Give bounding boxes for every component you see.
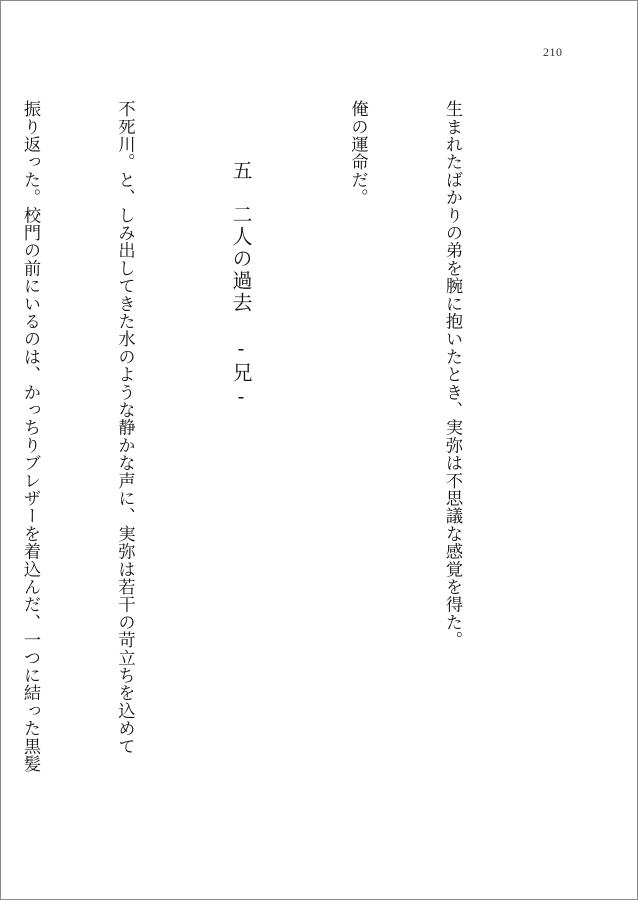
page-number: 210: [543, 45, 563, 59]
text-line: 振り返った。校門の前にいるのは、かっちりブレザーを着込んだ、一つに結った黒髪: [20, 100, 40, 773]
chapter-title: 五 二人の過去 ‐兄‐: [229, 160, 253, 410]
text-line: 生まれたばかりの弟を腕に抱いたとき、実弥は不思議な感覚を得た。: [442, 100, 462, 649]
vertical-text-body: [0, 100, 530, 820]
text-line: 俺の運命だ。: [347, 100, 368, 207]
text-line: 不死川。と、しみ出してきた水のような静かな声に、実弥は若干の苛立ちを込めて: [114, 100, 135, 755]
